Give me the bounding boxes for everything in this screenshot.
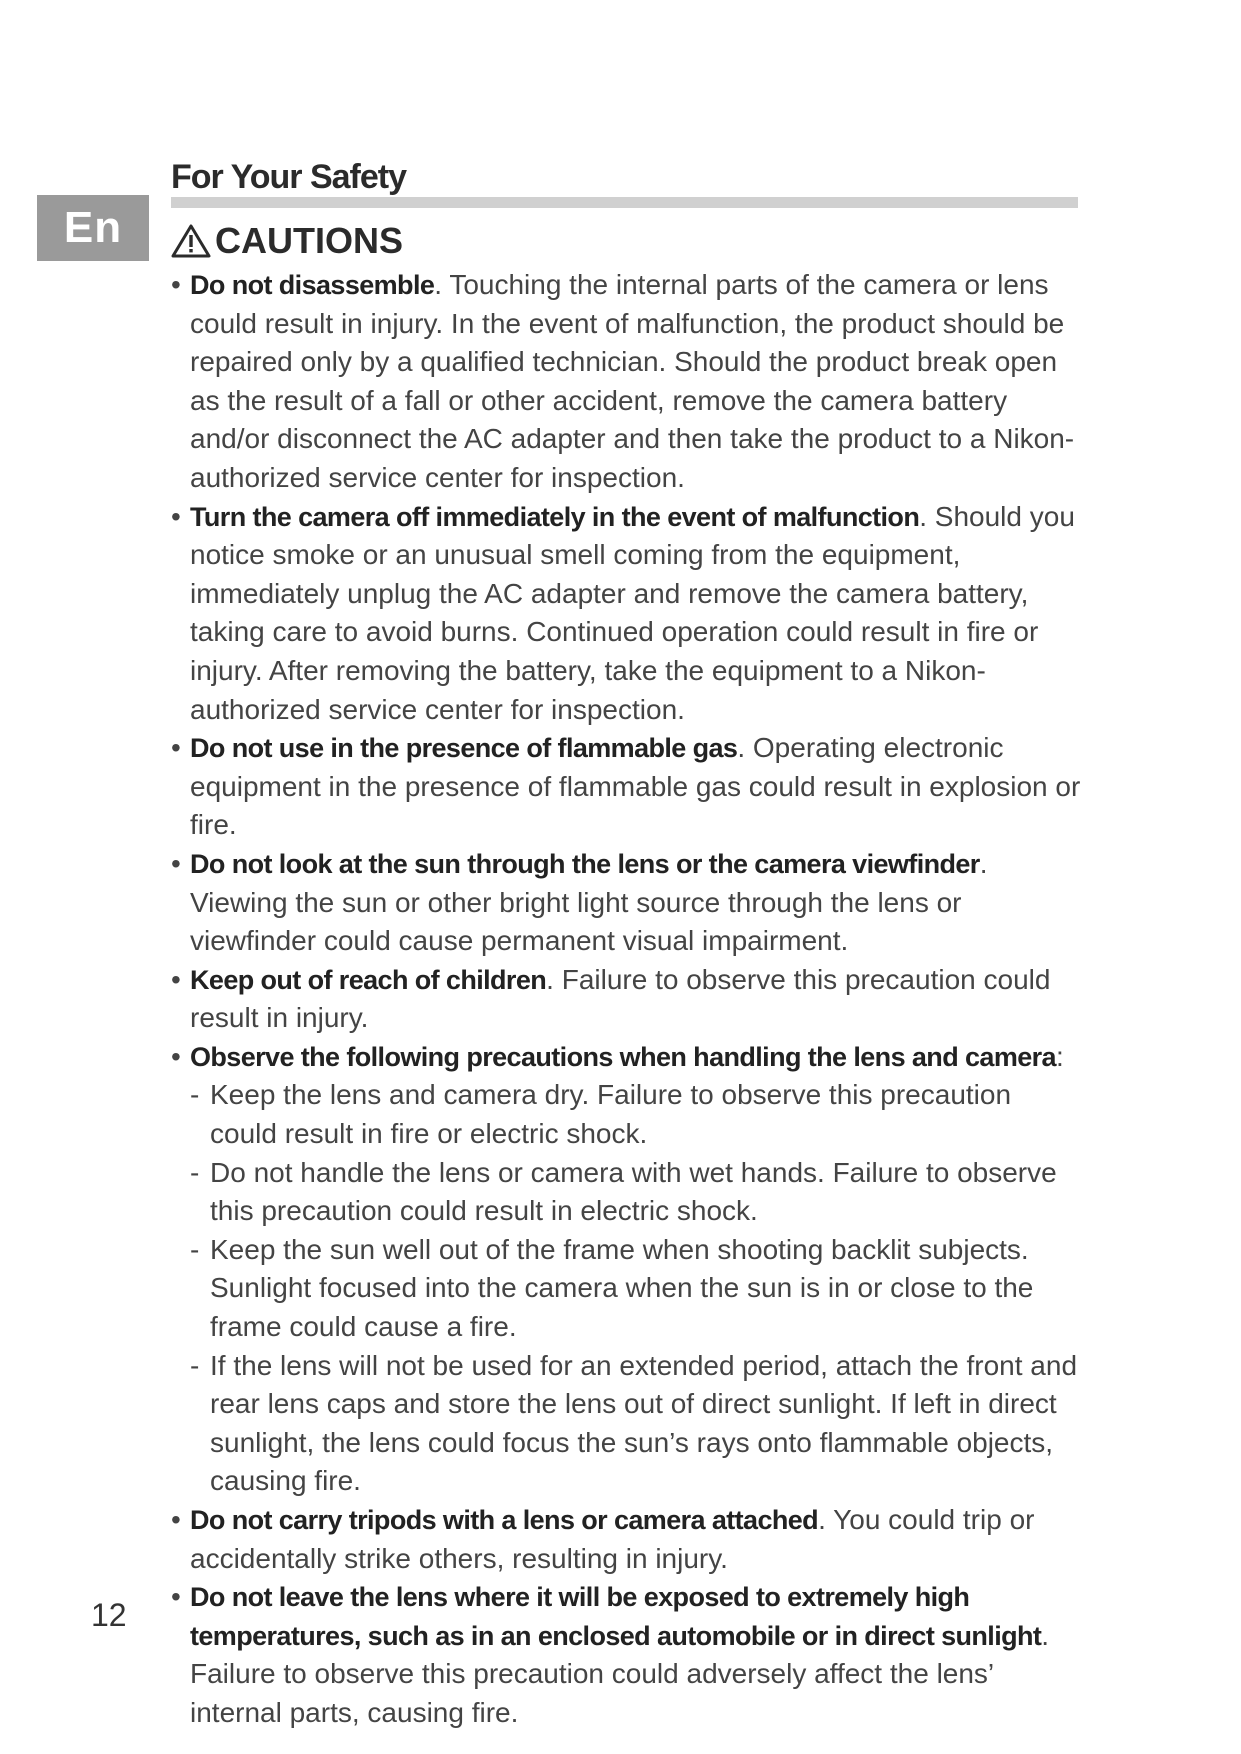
caution-item [171,845,1081,961]
title-rule [171,197,1078,208]
language-tab: En [37,195,149,261]
caution-subitem: - If the lens will not be used for an extended period, attach the front and rear lens caps and store the lens out of direct sunlight. If left in direct sunlight, the lens could focus the sun’s rays onto flammable objects, causing fire. [190,1347,1081,1501]
caution-item [171,1038,1081,1501]
warning-triangle-icon [171,223,211,259]
cautions-list [171,266,1081,1733]
caution-text: : [1055,1040,1064,1072]
caution-subitem: - Do not handle the lens or camera with wet hands. Failure to observe this precaution could result in electric shock. [190,1154,1081,1231]
caution-item [171,1501,1081,1578]
page-number: 12 [91,1597,127,1633]
caution-item [171,961,1081,1038]
caution-subitem: - Keep the sun well out of the frame when shooting backlit subjects. Sunlight focused into the camera when the sun is in or close to the frame could cause a fire. [190,1231,1081,1347]
cautions-heading [171,220,403,262]
caution-text: . Operating electronic equipment in the presence of flammable gas could result in explosion or fire. [190,732,1081,841]
caution-lead: Do not use in the presence of flammable gas [190,733,738,764]
cautions-heading-label: CAUTIONS [215,220,403,261]
caution-lead: Observe the following precautions when handling the lens and camera [190,1041,1056,1072]
caution-text: . Failure to observe this precaution could result in injury. [190,963,1051,1034]
caution-lead: Do not carry tripods with a lens or camera attached [190,1505,819,1535]
caution-text: . Failure to observe this precaution could adversely affect the lens’ internal parts, causing fire. [190,1619,1050,1728]
page-title: For Your Safety [171,158,407,196]
caution-subitem: - Keep the lens and camera dry. Failure to observe this precaution could result in fire or electric shock. [190,1076,1081,1153]
caution-item [171,1578,1081,1732]
caution-text: . Touching the internal parts of the camera or lens could result in injury. In the event of malfunction, the product should be repaired only by a qualified technician. Should the product break open as the result of a fall or other accident, remove the camera battery and/or disconnect the AC adapter and then take the product to a Nikon-authorized service center for inspection. [190,269,1075,493]
caution-text: . Should you notice smoke or an unusual smell coming from the equipment, immediately unplug the AC adapter and remove the camera battery, taking care to avoid burns. Continued operation could result in fire or injury. After removing the battery, take the equipment to a Nikon-authorized service center for inspection. [190,500,1075,725]
caution-text: . You could trip or accidentally strike others, resulting in injury. [190,1504,1035,1574]
caution-lead: Do not look at the sun through the lens or the camera viewfinder [190,848,980,879]
caution-lead: Keep out of reach of children [190,964,547,995]
caution-item [171,266,1081,498]
caution-lead: Do not leave the lens where it will be exposed to extremely high temperatures, such as in an enclosed automobile or in direct sunlight [190,1582,1042,1651]
caution-item [171,498,1081,730]
caution-text: . Viewing the sun or other bright light source through the lens or viewfinder could cause permanent visual impairment. [190,847,988,957]
caution-lead: Do not disassemble [190,270,435,300]
caution-lead: Turn the camera off immediately in the event of malfunction [190,501,920,532]
caution-item [171,729,1081,845]
